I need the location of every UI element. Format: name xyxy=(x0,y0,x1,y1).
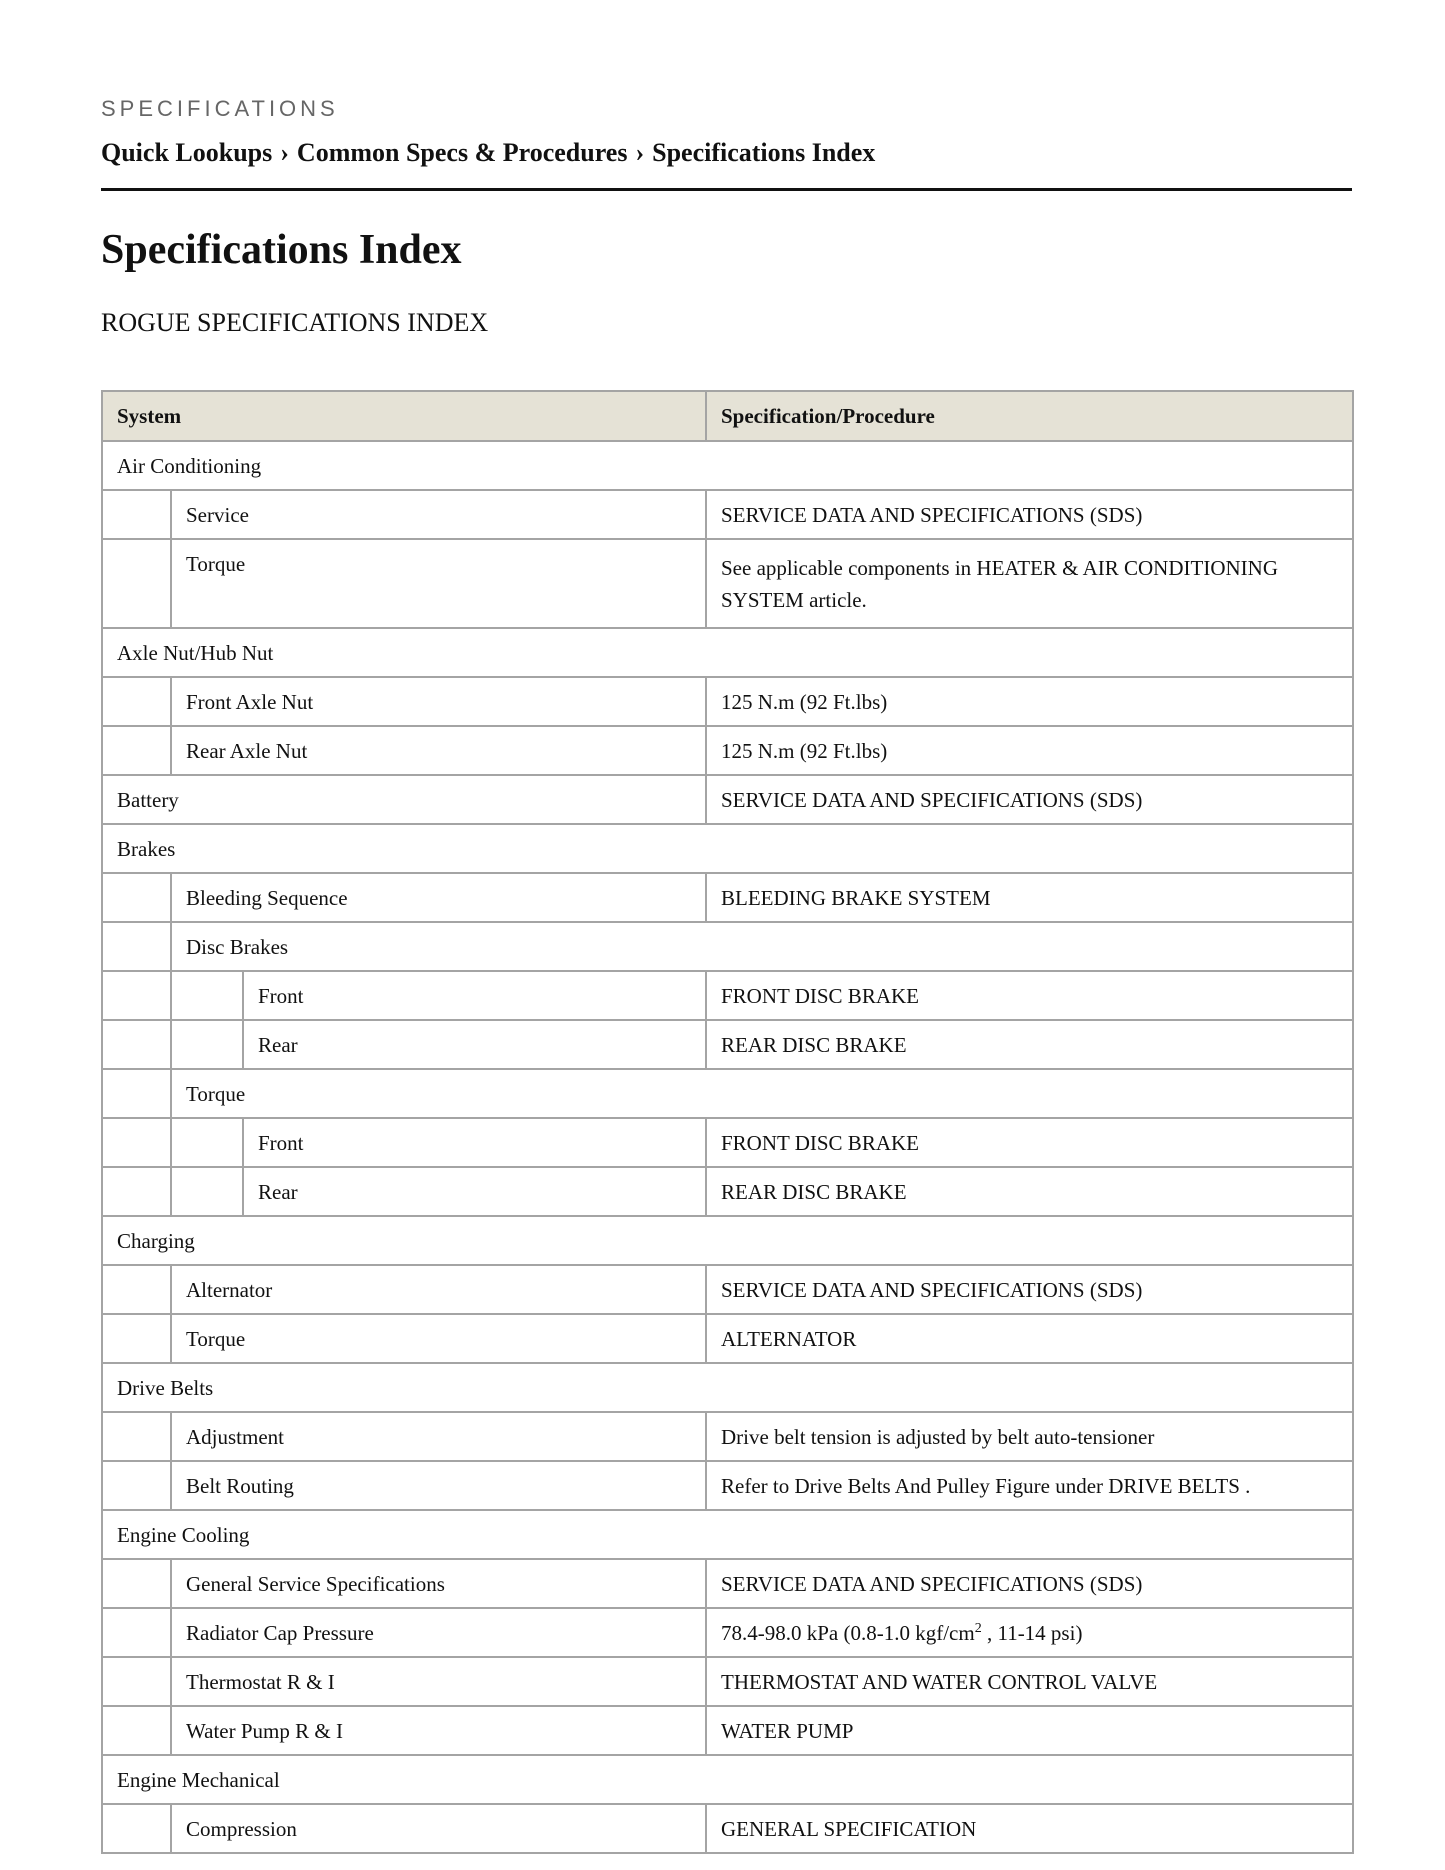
table-row xyxy=(102,1216,1353,1265)
column-header-spec: Specification/Procedure xyxy=(706,391,1353,441)
indent-cell xyxy=(102,1559,171,1608)
table-row xyxy=(102,922,1353,971)
indent-cell xyxy=(171,1020,243,1069)
system-item-cell: Service xyxy=(171,490,706,539)
spec-procedure-cell[interactable]: THERMOSTAT AND WATER CONTROL VALVE xyxy=(706,1657,1353,1706)
system-item-cell: Rear Axle Nut xyxy=(171,726,706,775)
spec-procedure-cell[interactable]: SERVICE DATA AND SPECIFICATIONS (SDS) xyxy=(706,490,1353,539)
page-title: Specifications Index xyxy=(101,227,462,273)
indent-cell xyxy=(171,971,243,1020)
table-row xyxy=(102,628,1353,677)
page-subtitle: ROGUE SPECIFICATIONS INDEX xyxy=(101,308,489,337)
spec-procedure-cell[interactable]: See applicable components in HEATER & AIR CONDITIONING SYSTEM article. xyxy=(706,539,1353,628)
system-category-cell: Axle Nut/Hub Nut xyxy=(102,628,1353,677)
system-category-cell: Engine Mechanical xyxy=(102,1755,1353,1804)
indent-cell xyxy=(102,1804,171,1853)
system-item-cell: Compression xyxy=(171,1804,706,1853)
table-row xyxy=(102,1706,1353,1755)
system-item-cell: Torque xyxy=(171,539,706,628)
table-row xyxy=(102,1167,1353,1216)
spec-procedure-cell[interactable]: WATER PUMP xyxy=(706,1706,1353,1755)
system-item-cell: Disc Brakes xyxy=(171,922,1353,971)
table-row xyxy=(102,971,1353,1020)
spec-procedure-cell[interactable]: Drive belt tension is adjusted by belt auto-tensioner xyxy=(706,1412,1353,1461)
table-row xyxy=(102,726,1353,775)
indent-cell xyxy=(171,1118,243,1167)
section-label: SPECIFICATIONS xyxy=(101,96,339,121)
indent-cell xyxy=(171,1167,243,1216)
system-item-cell: Rear xyxy=(243,1020,706,1069)
system-category-cell: Air Conditioning xyxy=(102,441,1353,490)
indent-cell xyxy=(102,1167,171,1216)
spec-procedure-cell[interactable]: SERVICE DATA AND SPECIFICATIONS (SDS) xyxy=(706,775,1353,824)
table-row xyxy=(102,677,1353,726)
table-row xyxy=(102,1314,1353,1363)
system-category-cell: Charging xyxy=(102,1216,1353,1265)
table-row xyxy=(102,824,1353,873)
spec-text-suffix: , 11-14 psi) xyxy=(981,1620,1083,1645)
system-item-cell: Torque xyxy=(171,1069,1353,1118)
table-row xyxy=(102,1755,1353,1804)
table-row xyxy=(102,775,1353,824)
table-header-row xyxy=(102,391,1353,441)
indent-cell xyxy=(102,1461,171,1510)
indent-cell xyxy=(102,1069,171,1118)
spec-procedure-cell[interactable]: FRONT DISC BRAKE xyxy=(706,1118,1353,1167)
spec-procedure-cell[interactable]: REAR DISC BRAKE xyxy=(706,1167,1353,1216)
indent-cell xyxy=(102,490,171,539)
system-item-cell: General Service Specifications xyxy=(171,1559,706,1608)
spec-procedure-cell[interactable]: ALTERNATOR xyxy=(706,1314,1353,1363)
table-row xyxy=(102,1069,1353,1118)
system-category-cell: Drive Belts xyxy=(102,1363,1353,1412)
spec-procedure-cell[interactable]: FRONT DISC BRAKE xyxy=(706,971,1353,1020)
table-row xyxy=(102,490,1353,539)
system-category-cell: Battery xyxy=(102,775,706,824)
table-row xyxy=(102,441,1353,490)
indent-cell xyxy=(102,1706,171,1755)
header-divider xyxy=(101,188,1352,191)
table-row xyxy=(102,1265,1353,1314)
system-category-cell: Engine Cooling xyxy=(102,1510,1353,1559)
system-item-cell: Radiator Cap Pressure xyxy=(171,1608,706,1657)
table-body xyxy=(102,441,1353,1853)
spec-procedure-cell[interactable]: SERVICE DATA AND SPECIFICATIONS (SDS) xyxy=(706,1559,1353,1608)
table-row xyxy=(102,1657,1353,1706)
column-header-system: System xyxy=(102,391,706,441)
indent-cell xyxy=(102,1412,171,1461)
table-row xyxy=(102,1559,1353,1608)
table-row xyxy=(102,1412,1353,1461)
system-item-cell: Adjustment xyxy=(171,1412,706,1461)
table-row xyxy=(102,1461,1353,1510)
system-item-cell: Rear xyxy=(243,1167,706,1216)
table-row xyxy=(102,873,1353,922)
indent-cell xyxy=(102,726,171,775)
table-row xyxy=(102,1363,1353,1412)
table-row xyxy=(102,539,1353,628)
system-item-cell: Belt Routing xyxy=(171,1461,706,1510)
spec-text: 78.4-98.0 kPa (0.8-1.0 kgf/cm xyxy=(721,1620,975,1645)
system-item-cell: Front xyxy=(243,971,706,1020)
spec-superscript: 2 xyxy=(974,1620,982,1636)
breadcrumb xyxy=(101,138,875,168)
spec-procedure-cell[interactable]: GENERAL SPECIFICATION xyxy=(706,1804,1353,1853)
spec-procedure-cell[interactable] xyxy=(706,1608,1353,1657)
indent-cell xyxy=(102,539,171,628)
system-item-cell: Water Pump R & I xyxy=(171,1706,706,1755)
spec-procedure-cell[interactable]: 125 N.m (92 Ft.lbs) xyxy=(706,726,1353,775)
indent-cell xyxy=(102,873,171,922)
table-row xyxy=(102,1804,1353,1853)
system-category-cell: Brakes xyxy=(102,824,1353,873)
system-item-cell: Torque xyxy=(171,1314,706,1363)
indent-cell xyxy=(102,1657,171,1706)
indent-cell xyxy=(102,922,171,971)
system-item-cell: Alternator xyxy=(171,1265,706,1314)
breadcrumb-item-common-specs[interactable]: Common Specs & Procedures xyxy=(296,138,628,167)
table-row xyxy=(102,1020,1353,1069)
spec-procedure-cell[interactable]: 125 N.m (92 Ft.lbs) xyxy=(706,677,1353,726)
breadcrumb-separator: › xyxy=(635,138,645,167)
spec-procedure-cell[interactable]: SERVICE DATA AND SPECIFICATIONS (SDS) xyxy=(706,1265,1353,1314)
table-row xyxy=(102,1608,1353,1657)
spec-procedure-cell[interactable]: REAR DISC BRAKE xyxy=(706,1020,1353,1069)
spec-procedure-cell[interactable]: Refer to Drive Belts And Pulley Figure under DRIVE BELTS . xyxy=(706,1461,1353,1510)
indent-cell xyxy=(102,677,171,726)
indent-cell xyxy=(102,1118,171,1167)
system-item-cell: Thermostat R & I xyxy=(171,1657,706,1706)
table-row xyxy=(102,1118,1353,1167)
indent-cell xyxy=(102,971,171,1020)
spec-procedure-cell[interactable]: BLEEDING BRAKE SYSTEM xyxy=(706,873,1353,922)
breadcrumb-item-specifications-index: Specifications Index xyxy=(652,138,876,167)
indent-cell xyxy=(102,1020,171,1069)
breadcrumb-item-quick-lookups[interactable]: Quick Lookups xyxy=(101,138,273,167)
breadcrumb-separator: › xyxy=(280,138,289,167)
indent-cell xyxy=(102,1314,171,1363)
table-row xyxy=(102,1510,1353,1559)
indent-cell xyxy=(102,1265,171,1314)
system-item-cell: Front xyxy=(243,1118,706,1167)
system-item-cell: Bleeding Sequence xyxy=(171,873,706,922)
specifications-table xyxy=(101,390,1354,1854)
system-item-cell: Front Axle Nut xyxy=(171,677,706,726)
indent-cell xyxy=(102,1608,171,1657)
